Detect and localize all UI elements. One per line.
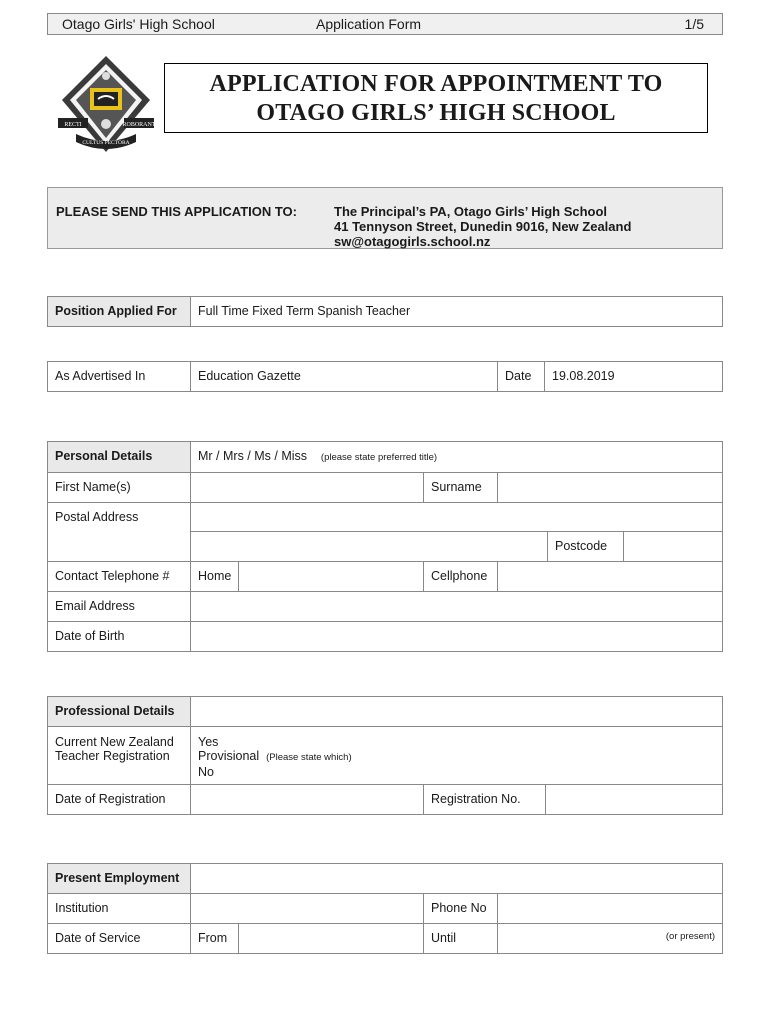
send-to-line-2: 41 Tennyson Street, Dunedin 9016, New Zealand (334, 219, 632, 234)
svg-text:CULTUS PECTORA: CULTUS PECTORA (82, 140, 130, 146)
title-note: (please state preferred title) (320, 452, 438, 463)
first-name-field[interactable] (191, 473, 424, 503)
phone-label: Contact Telephone # (48, 562, 191, 592)
send-to-panel (47, 187, 723, 249)
advert-label: As Advertised In (48, 362, 191, 392)
advert-value[interactable]: Education Gazette (191, 362, 498, 392)
dob-field[interactable] (191, 622, 723, 652)
home-phone-field[interactable] (239, 562, 424, 592)
page-header (47, 13, 723, 35)
until-field[interactable] (498, 924, 723, 954)
registration-label (48, 727, 191, 785)
date-registration-field[interactable] (191, 785, 424, 815)
professional-details-table (47, 696, 723, 815)
title-choice-cell[interactable] (191, 442, 723, 473)
employment-heading: Present Employment (48, 864, 191, 894)
surname-field[interactable] (498, 473, 723, 503)
professional-heading-blank (191, 697, 723, 727)
title-line-2: OTAGO GIRLS’ HIGH SCHOOL (256, 100, 616, 126)
postcode-label: Postcode (548, 532, 624, 562)
position-table (47, 296, 723, 327)
from-field[interactable] (239, 924, 424, 954)
registration-label-line-2: Teacher Registration (55, 749, 170, 763)
from-label: From (191, 924, 239, 954)
employment-heading-blank (191, 864, 723, 894)
cellphone-label: Cellphone (424, 562, 498, 592)
service-label: Date of Service (48, 924, 191, 954)
cellphone-field[interactable] (498, 562, 723, 592)
advert-date-label: Date (498, 362, 545, 392)
postal-address-field-2[interactable] (191, 532, 548, 562)
position-value[interactable]: Full Time Fixed Term Spanish Teacher (191, 297, 723, 327)
send-to-line-1: The Principal’s PA, Otago Girls’ High School (334, 204, 608, 219)
registration-options[interactable] (191, 727, 723, 785)
option-yes[interactable]: Yes (198, 735, 219, 749)
option-no[interactable]: No (198, 765, 214, 779)
option-provisional[interactable]: Provisional (198, 749, 260, 763)
or-present-note: (or present) (665, 931, 715, 942)
institution-label: Institution (48, 894, 191, 924)
email-field[interactable] (191, 592, 723, 622)
school-crest-logo (54, 52, 158, 156)
registration-no-field[interactable] (546, 785, 723, 815)
institution-field[interactable] (191, 894, 424, 924)
advert-date-value[interactable]: 19.08.2019 (545, 362, 723, 392)
title-options: Mr / Mrs / Ms / Miss (198, 449, 308, 463)
postal-address-field[interactable] (191, 503, 723, 532)
personal-heading: Personal Details (48, 442, 191, 473)
svg-text:ROBORANT: ROBORANT (122, 122, 156, 128)
send-to-email: sw@otagogirls.school.nz (334, 234, 491, 249)
personal-details-table (47, 441, 723, 652)
date-registration-label: Date of Registration (48, 785, 191, 815)
employment-table (47, 863, 723, 954)
first-name-label: First Name(s) (48, 473, 191, 503)
employment-phone-label: Phone No (424, 894, 498, 924)
option-note: (Please state which) (266, 752, 352, 763)
postal-address-label: Postal Address (48, 503, 191, 562)
home-label: Home (191, 562, 239, 592)
form-title (164, 63, 708, 133)
dob-label: Date of Birth (48, 622, 191, 652)
advert-table (47, 361, 723, 392)
email-label: Email Address (48, 592, 191, 622)
option-provisional-row (198, 749, 715, 765)
send-to-label: PLEASE SEND THIS APPLICATION TO: (56, 204, 298, 219)
registration-no-label: Registration No. (424, 785, 546, 815)
until-label: Until (424, 924, 498, 954)
surname-label: Surname (424, 473, 498, 503)
professional-heading: Professional Details (48, 697, 191, 727)
registration-label-line-1: Current New Zealand (55, 735, 174, 749)
svg-text:RECTI: RECTI (64, 122, 82, 128)
position-label: Position Applied For (48, 297, 191, 327)
title-line-1: APPLICATION FOR APPOINTMENT TO (209, 71, 663, 97)
postcode-field[interactable] (624, 532, 723, 562)
employment-phone-field[interactable] (498, 894, 723, 924)
header-doc-title: Application Form (316, 16, 422, 32)
header-page-number: 1/5 (684, 16, 704, 32)
header-school: Otago Girls' High School (62, 16, 215, 32)
